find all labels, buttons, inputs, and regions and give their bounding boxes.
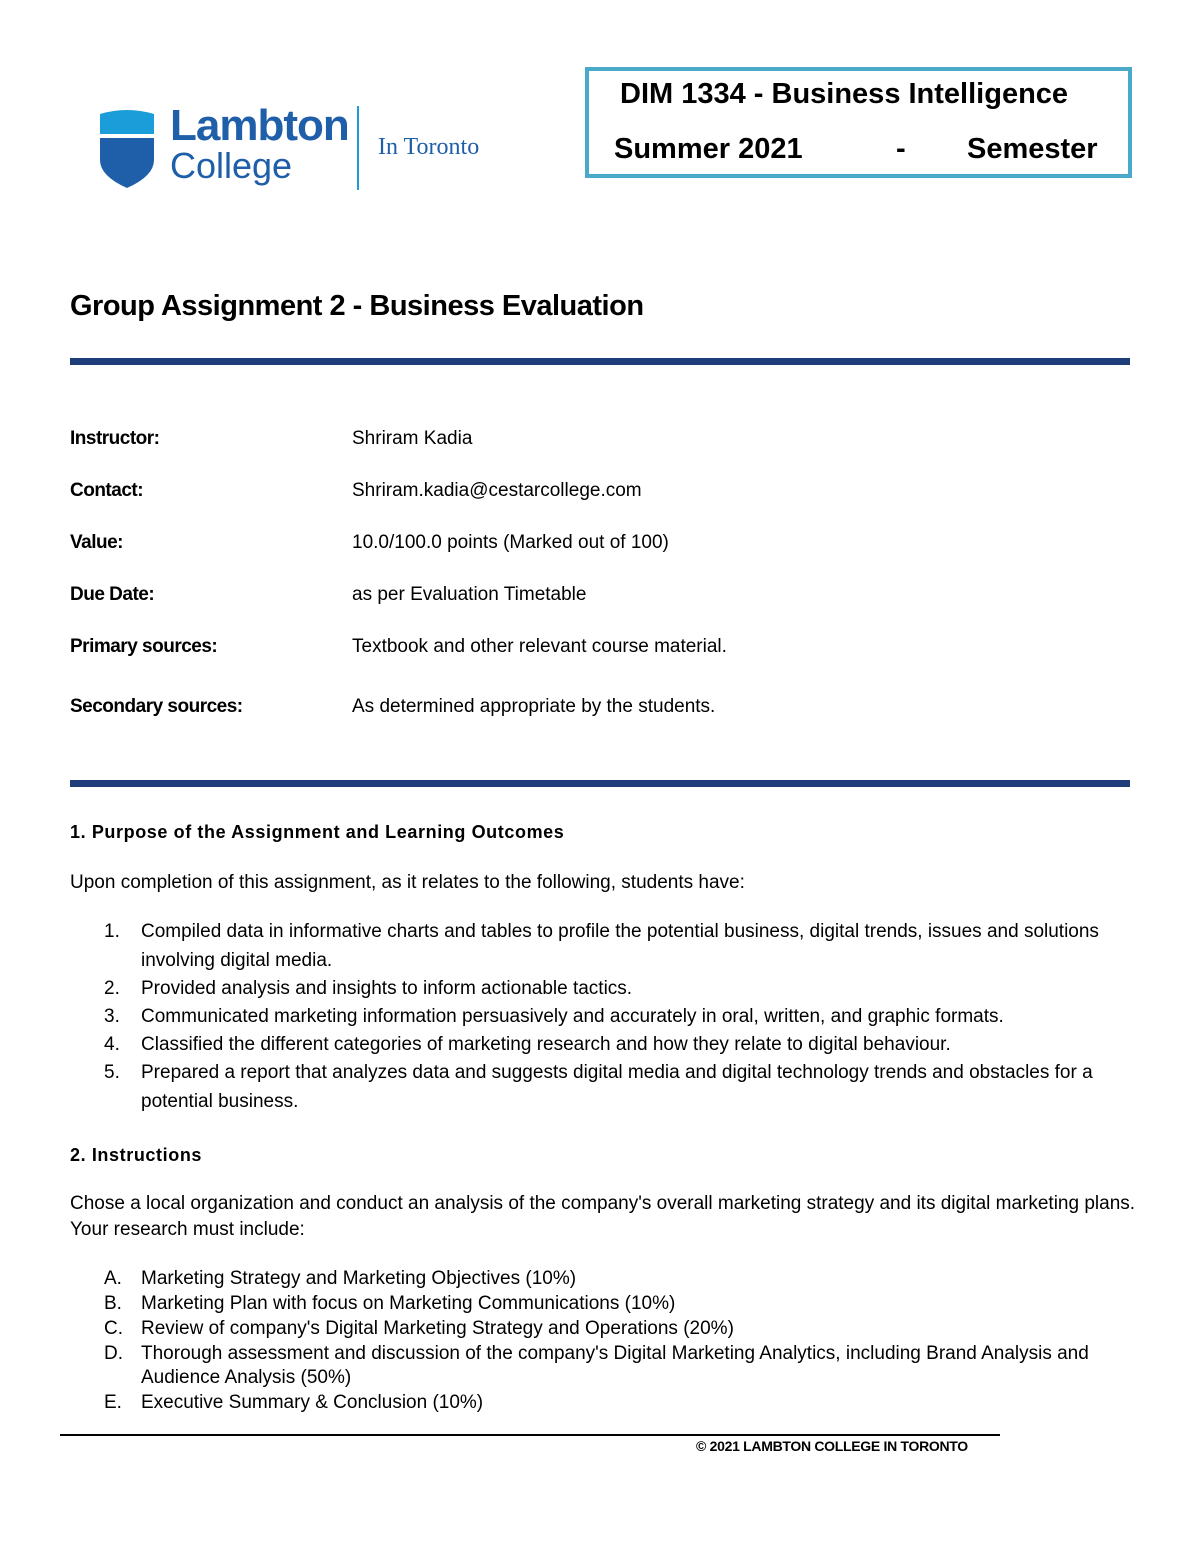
divider-rule-middle bbox=[70, 780, 1130, 787]
list-item-text: Thorough assessment and discussion of the company's Digital Marketing Analytics, including Brand Analysis and Audience Analysis (50%) bbox=[141, 1343, 1089, 1388]
footer-copyright: © 2021 LAMBTON COLLEGE IN TORONTO bbox=[696, 1438, 968, 1454]
shield-icon bbox=[100, 106, 154, 188]
course-title: DIM 1334 - Business Intelligence bbox=[620, 78, 1069, 110]
info-label-instructor: Instructor: bbox=[70, 428, 160, 449]
info-label-contact: Contact: bbox=[70, 480, 144, 501]
info-value-contact: Shriram.kadia@cestarcollege.com bbox=[352, 480, 642, 501]
list-marker: 4. bbox=[104, 1034, 120, 1055]
list-marker: 1. bbox=[104, 921, 120, 942]
divider-rule-top bbox=[70, 358, 1130, 365]
list-marker: A. bbox=[104, 1268, 122, 1289]
info-value-secondary-sources: As determined appropriate by the students. bbox=[352, 696, 716, 717]
course-term-dash: - bbox=[896, 133, 906, 165]
list-marker: B. bbox=[104, 1293, 122, 1314]
list-item-text: Marketing Strategy and Marketing Objectives (10%) bbox=[141, 1268, 577, 1289]
footer-rule bbox=[60, 1434, 1000, 1436]
section-intro-purpose: Upon completion of this assignment, as it relates to the following, students have: bbox=[70, 872, 745, 893]
info-label-value: Value: bbox=[70, 532, 123, 553]
lambton-college-logo bbox=[100, 101, 480, 194]
document-title: Group Assignment 2 - Business Evaluation bbox=[70, 290, 644, 322]
list-item-text: Prepared a report that analyzes data and suggests digital media and digital technology trends and obstacles for a potential business. bbox=[141, 1062, 1093, 1112]
list-marker: E. bbox=[104, 1392, 122, 1413]
info-label-primary-sources: Primary sources: bbox=[70, 636, 218, 657]
info-value-value: 10.0/100.0 points (Marked out of 100) bbox=[352, 532, 669, 553]
list-item-text: Marketing Plan with focus on Marketing Communications (10%) bbox=[141, 1293, 676, 1314]
list-item-text: Compiled data in informative charts and tables to profile the potential business, digital trends, issues and solutions involving digital media. bbox=[141, 921, 1099, 971]
section-heading-instructions: 2. Instructions bbox=[70, 1145, 203, 1165]
logo-divider bbox=[357, 106, 359, 190]
logo-word-lambton: Lambton bbox=[170, 101, 349, 150]
info-label-due-date: Due Date: bbox=[70, 584, 155, 605]
list-marker: C. bbox=[104, 1318, 123, 1339]
section-intro-instructions: Chose a local organization and conduct an analysis of the company's overall marketing strategy and its digital marketing plans. Your research must include: bbox=[70, 1193, 1136, 1240]
logo-location: In Toronto bbox=[378, 134, 480, 160]
list-item-text: Classified the different categories of marketing research and how they relate to digital behaviour. bbox=[141, 1034, 951, 1055]
list-marker: 2. bbox=[104, 978, 120, 999]
info-value-primary-sources: Textbook and other relevant course material. bbox=[352, 636, 727, 657]
logo-word-college: College bbox=[170, 145, 293, 186]
list-item-text: Provided analysis and insights to inform actionable tactics. bbox=[141, 978, 633, 999]
list-item-text: Executive Summary & Conclusion (10%) bbox=[141, 1392, 484, 1413]
list-marker: 5. bbox=[104, 1062, 120, 1083]
course-semester: Semester bbox=[967, 133, 1098, 165]
list-marker: D. bbox=[104, 1343, 123, 1364]
section-heading-purpose: 1. Purpose of the Assignment and Learning Outcomes bbox=[70, 822, 565, 842]
course-term: Summer 2021 bbox=[614, 133, 803, 165]
list-item-text: Review of company's Digital Marketing Strategy and Operations (20%) bbox=[141, 1318, 734, 1339]
info-label-secondary-sources: Secondary sources: bbox=[70, 696, 243, 717]
info-value-instructor: Shriram Kadia bbox=[352, 428, 473, 449]
list-item-text: Communicated marketing information persuasively and accurately in oral, written, and graphic formats. bbox=[141, 1006, 1004, 1027]
info-value-due-date: as per Evaluation Timetable bbox=[352, 584, 587, 605]
list-marker: 3. bbox=[104, 1006, 120, 1027]
